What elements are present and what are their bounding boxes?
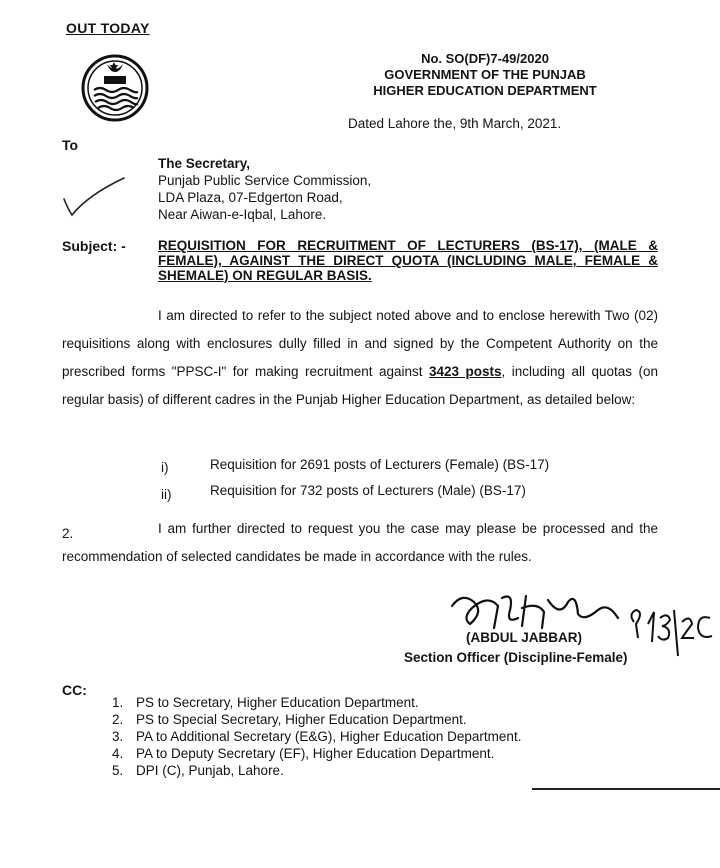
requisition-item: Requisition for 2691 posts of Lecturers (Female) (BS-17) <box>210 457 550 472</box>
list-item: 2. PS to Special Secretary, Higher Education Department. <box>112 712 467 727</box>
out-today-stamp: OUT TODAY <box>66 20 150 36</box>
cc-list <box>112 694 521 779</box>
posts-count: 3423 posts <box>429 364 502 379</box>
signatory-designation: Section Officer (Discipline-Female) <box>404 650 628 665</box>
punjab-government-emblem <box>80 50 150 125</box>
para1-end: , including all quotas (on regular basis) of different cadres in the Punjab Higher Education Department, as detailed below: <box>62 364 658 407</box>
signatory-name: (ABDUL JABBAR) <box>466 630 582 645</box>
body-paragraph-1 <box>62 302 658 414</box>
paragraph-number: 2. <box>62 526 74 541</box>
para2-text: I am further directed to request you the case may please be processed and the recommendation of selected candidates be made in accordance with the rules. <box>62 521 658 564</box>
body-paragraph-2 <box>62 515 658 571</box>
government-name: GOVERNMENT OF THE PUNJAB <box>384 67 586 82</box>
requisition-number: i) <box>161 460 169 475</box>
list-item: 4. PA to Deputy Secretary (EF), Higher Education Department. <box>112 746 495 761</box>
requisition-item: Requisition for 732 posts of Lecturers (Male) (BS-17) <box>210 483 526 498</box>
check-mark-icon <box>58 175 128 220</box>
department-name: HIGHER EDUCATION DEPARTMENT <box>373 83 597 98</box>
list-item: 5. DPI (C), Punjab, Lahore. <box>112 763 284 778</box>
list-item: 3. PA to Additional Secretary (E&G), Higher Education Department. <box>112 729 522 744</box>
to-label: To <box>62 137 79 153</box>
address-line: Near Aiwan-e-Iqbal, Lahore. <box>158 207 327 222</box>
address-line: The Secretary, <box>158 156 251 171</box>
recipient-address <box>158 155 371 223</box>
letter-date: Dated Lahore the, 9th March, 2021. <box>348 116 562 131</box>
list-item: 1. PS to Secretary, Higher Education Department. <box>112 695 419 710</box>
requisition-number: ii) <box>161 487 172 502</box>
divider-line <box>532 788 720 790</box>
address-line: Punjab Public Service Commission, <box>158 173 372 188</box>
letter-reference-block <box>300 51 670 99</box>
cc-label: CC: <box>62 682 87 698</box>
para1-start: I am directed to refer to the subject noted above and to enclose herewith Two (02) requisitions along with enclosures dully filled in and signed by the Competent Authority on the prescribed forms "PPSC-I" for making recruitment against <box>62 308 658 379</box>
address-line: LDA Plaza, 07-Edgerton Road, <box>158 190 343 205</box>
subject-text: REQUISITION FOR RECRUITMENT OF LECTURERS (BS-17), (MALE & FEMALE), AGAINST THE DIRECT QUOTA (INCLUDING MALE, FEMALE & SHEMALE) ON REGULAR BASIS. <box>158 238 658 283</box>
reference-number: No. SO(DF)7-49/2020 <box>421 51 549 66</box>
subject-label: Subject: - <box>62 238 126 254</box>
